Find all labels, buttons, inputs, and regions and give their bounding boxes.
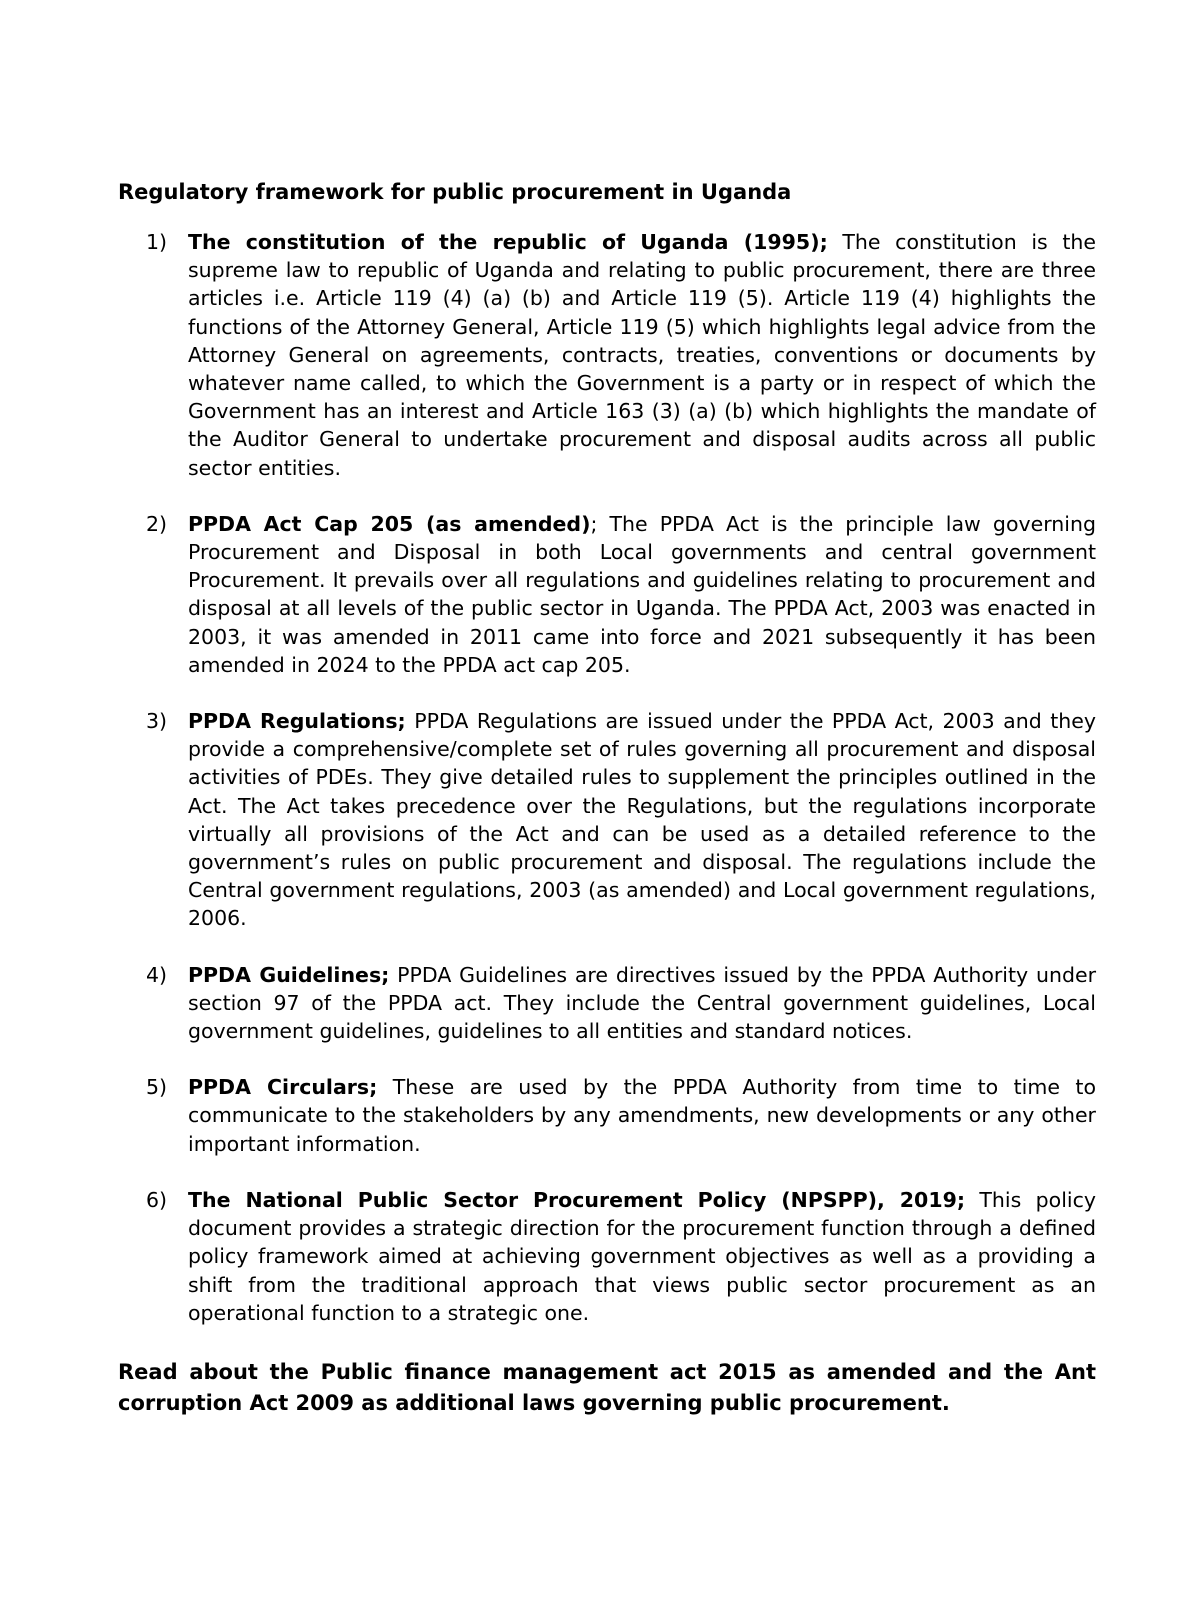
list-item — [118, 228, 1096, 482]
framework-list — [118, 228, 1096, 1327]
list-item-number: 3) — [146, 709, 168, 734]
document-page — [118, 178, 1096, 1419]
list-item — [118, 1073, 1096, 1158]
list-item — [118, 961, 1096, 1046]
list-item — [118, 1186, 1096, 1327]
list-item-heading: The constitution of the republic of Uganda (1995); — [188, 230, 828, 254]
list-item-heading: PPDA Circulars; — [188, 1075, 378, 1100]
list-item-text: This policy document provides a strategic direction for the procurement function through a defined policy framework aimed at achieving government objectives as well as a providing a shift from the traditional approach that views public sector procurement as an operational function to a strategic one. — [188, 1187, 1096, 1325]
list-item-number: 2) — [146, 511, 168, 536]
list-item-heading: PPDA Guidelines; — [188, 962, 390, 987]
list-item-text: PPDA Regulations are issued under the PPDA Act, 2003 and they provide a comprehensive/complete set of rules governing all procurement and disposal activities of PDEs. They give detailed rules to supplement the principles outlined in the Act. The Act takes precedence over the Regulations, but the regulations incorporate virtually all provisions of the Act and can be used as a detailed reference to the government’s rules on public procurement and disposal. The regulations include the Central government regulations, 2003 (as amended) and Local government regulations, 2006. — [188, 709, 1097, 931]
list-item-text: ; The PPDA Act is the principle law governing Procurement and Disposal in both Local governments and central government Procurement. It prevails over all regulations and guidelines relating to procurement and disposal at all levels of the public sector in Uganda. The PPDA Act, 2003 was enacted in 2003, it was amended in 2011 came into force and 2021 subsequently it has been amended in 2024 to the PPDA act cap 205. — [188, 511, 1096, 677]
list-item-number: 6) — [146, 1187, 168, 1212]
list-item-text: These are used by the PPDA Authority from time to time to communicate to the stakeholders by any amendments, new developments or any other important information. — [188, 1075, 1096, 1156]
list-item-text: PPDA Guidelines are directives issued by the PPDA Authority under section 97 of the PPDA act. They include the Central government guidelines, Local government guidelines, guidelines to all entities and standard notices. — [188, 962, 1097, 1044]
list-item — [118, 510, 1096, 679]
list-item-heading: The National Public Sector Procurement Policy (NPSPP), 2019; — [188, 1187, 966, 1212]
list-item-text: The constitution is the supreme law to republic of Uganda and relating to public procurement, there are three articles i.e. Article 119 (4) (a) (b) and Article 119 (5). Article 119 (4) highlights the functions of the Attorney General, Article 119 (5) which highlights legal advice from the Attorney General on agreements, contracts, treaties, conventions or documents by whatever name called, to which the Government is a party or in respect of which the Government has an interest and Article 163 (3) (a) (b) which highlights the mandate of the Auditor General to undertake procurement and disposal audits across all public sector entities. — [188, 230, 1096, 480]
list-item-number: 4) — [146, 962, 168, 987]
list-item-heading: PPDA Regulations; — [188, 709, 406, 734]
list-item-number: 5) — [146, 1075, 168, 1100]
list-item — [118, 707, 1096, 933]
document-title: Regulatory framework for public procurement in Uganda — [118, 180, 792, 204]
list-item-number: 1) — [146, 230, 168, 254]
closing-note: Read about the Public finance management act 2015 as amended and the Ant corruption Act 2009 as additional laws governing public procurement. — [118, 1359, 1096, 1415]
list-item-heading: PPDA Act Cap 205 (as amended) — [188, 511, 591, 536]
